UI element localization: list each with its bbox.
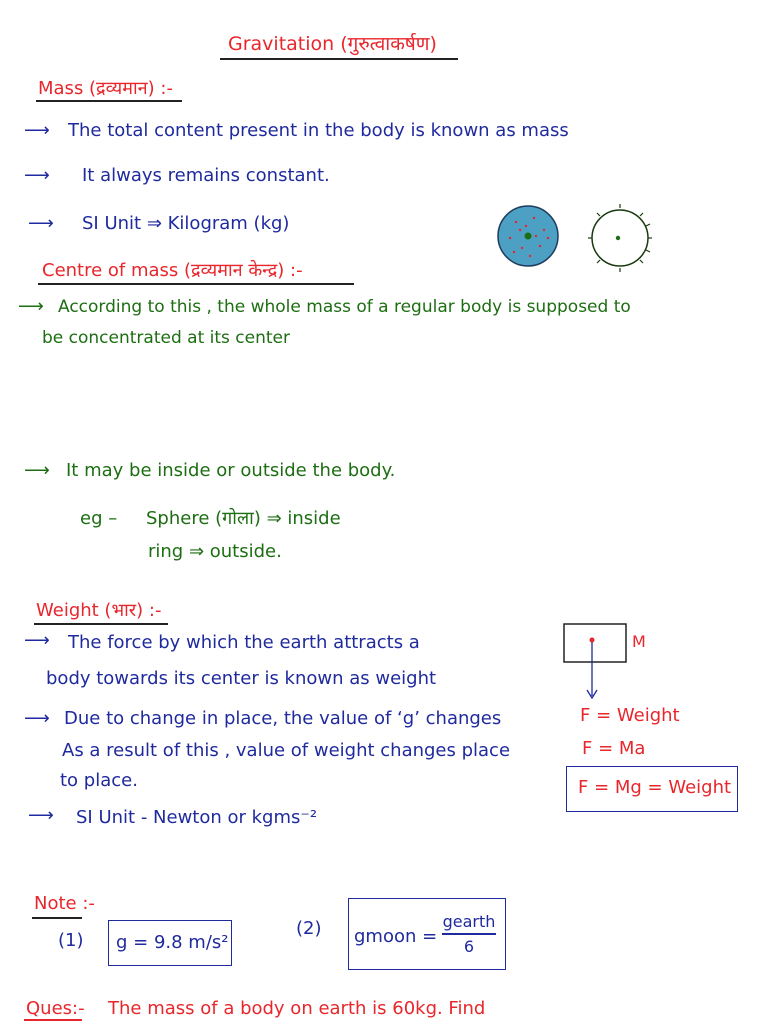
- example-ring: ring ⇒ outside.: [148, 541, 282, 562]
- arrow-bullet: ⟶: [28, 805, 54, 826]
- question-text: The mass of a body on earth is 60kg. Find: [108, 998, 486, 1019]
- question-underline: [24, 1019, 82, 1021]
- weight-point-2-line-2: As a result of this , value of weight changes place: [62, 740, 511, 761]
- example-sphere: Sphere (गोला) ⇒ inside: [146, 508, 341, 529]
- note-heading: Note :-: [34, 893, 95, 914]
- ring-drawing: [588, 204, 652, 272]
- mass-heading-underline: [36, 100, 182, 102]
- arrow-bullet: ⟶: [24, 630, 50, 651]
- note-underline: [32, 917, 82, 919]
- mass-heading: Mass (द्रव्यमान) :-: [38, 78, 173, 99]
- note-2-denominator: 6: [463, 936, 475, 956]
- mass-point-2: It always remains constant.: [82, 165, 330, 186]
- weight-si-unit: SI Unit - Newton or kgms⁻²: [76, 807, 318, 828]
- centre-of-mass-point-line-2: be concentrated at its center: [42, 328, 290, 348]
- centre-of-mass-point-line-1: According to this , the whole mass of a regular body is supposed to: [58, 297, 631, 317]
- note-1-equation: g = 9.8 m/s²: [116, 932, 229, 953]
- note-1-label: (1): [58, 930, 84, 951]
- mass-point-1: The total content present in the body is known as mass: [68, 120, 569, 141]
- arrow-bullet: ⟶: [28, 213, 54, 234]
- title-underline: [220, 58, 458, 60]
- note-2-numerator: gearth: [442, 912, 496, 931]
- diagram-mass-label: M: [632, 632, 646, 651]
- centre-of-mass-underline: [38, 283, 354, 285]
- weight-heading: Weight (भार) :-: [36, 600, 162, 621]
- note-2-lhs: gmoon =: [354, 926, 438, 947]
- note-2-fraction: [442, 912, 496, 956]
- equation-f-weight: F = Weight: [580, 705, 680, 726]
- arrow-bullet: ⟶: [24, 460, 50, 481]
- centre-of-mass-heading: Centre of mass (द्रव्यमान केन्द्र) :-: [42, 260, 303, 281]
- block-centre-dot: [590, 638, 595, 643]
- arrow-bullet: ⟶: [24, 120, 50, 141]
- example-label: eg –: [80, 508, 118, 529]
- equation-f-ma: F = Ma: [582, 738, 646, 759]
- weight-point-1-line-2: body towards its center is known as weight: [46, 668, 437, 689]
- question-label: Ques:-: [26, 998, 85, 1019]
- weight-point-2-line-3: to place.: [60, 770, 138, 791]
- arrow-bullet: ⟶: [18, 296, 44, 317]
- fraction-bar: [442, 933, 496, 935]
- equation-f-mg: F = Mg = Weight: [578, 777, 732, 798]
- mass-block: [564, 624, 626, 662]
- mass-point-3: SI Unit ⇒ Kilogram (kg): [82, 213, 290, 234]
- weight-heading-underline: [34, 623, 168, 625]
- arrow-bullet: ⟶: [24, 165, 50, 186]
- weight-point-1-line-1: The force by which the earth attracts a: [68, 632, 420, 653]
- note-2-label: (2): [296, 918, 322, 939]
- arrow-bullet: ⟶: [24, 708, 50, 729]
- weight-point-2-line-1: Due to change in place, the value of ‘g’ changes: [64, 708, 502, 729]
- inside-outside-text: It may be inside or outside the body.: [66, 460, 396, 481]
- page-title: Gravitation (गुरुत्वाकर्षण): [228, 33, 437, 55]
- centre-of-mass-illustration: [490, 198, 670, 278]
- weight-force-diagram: [560, 620, 640, 710]
- solid-sphere-drawing: [498, 206, 558, 266]
